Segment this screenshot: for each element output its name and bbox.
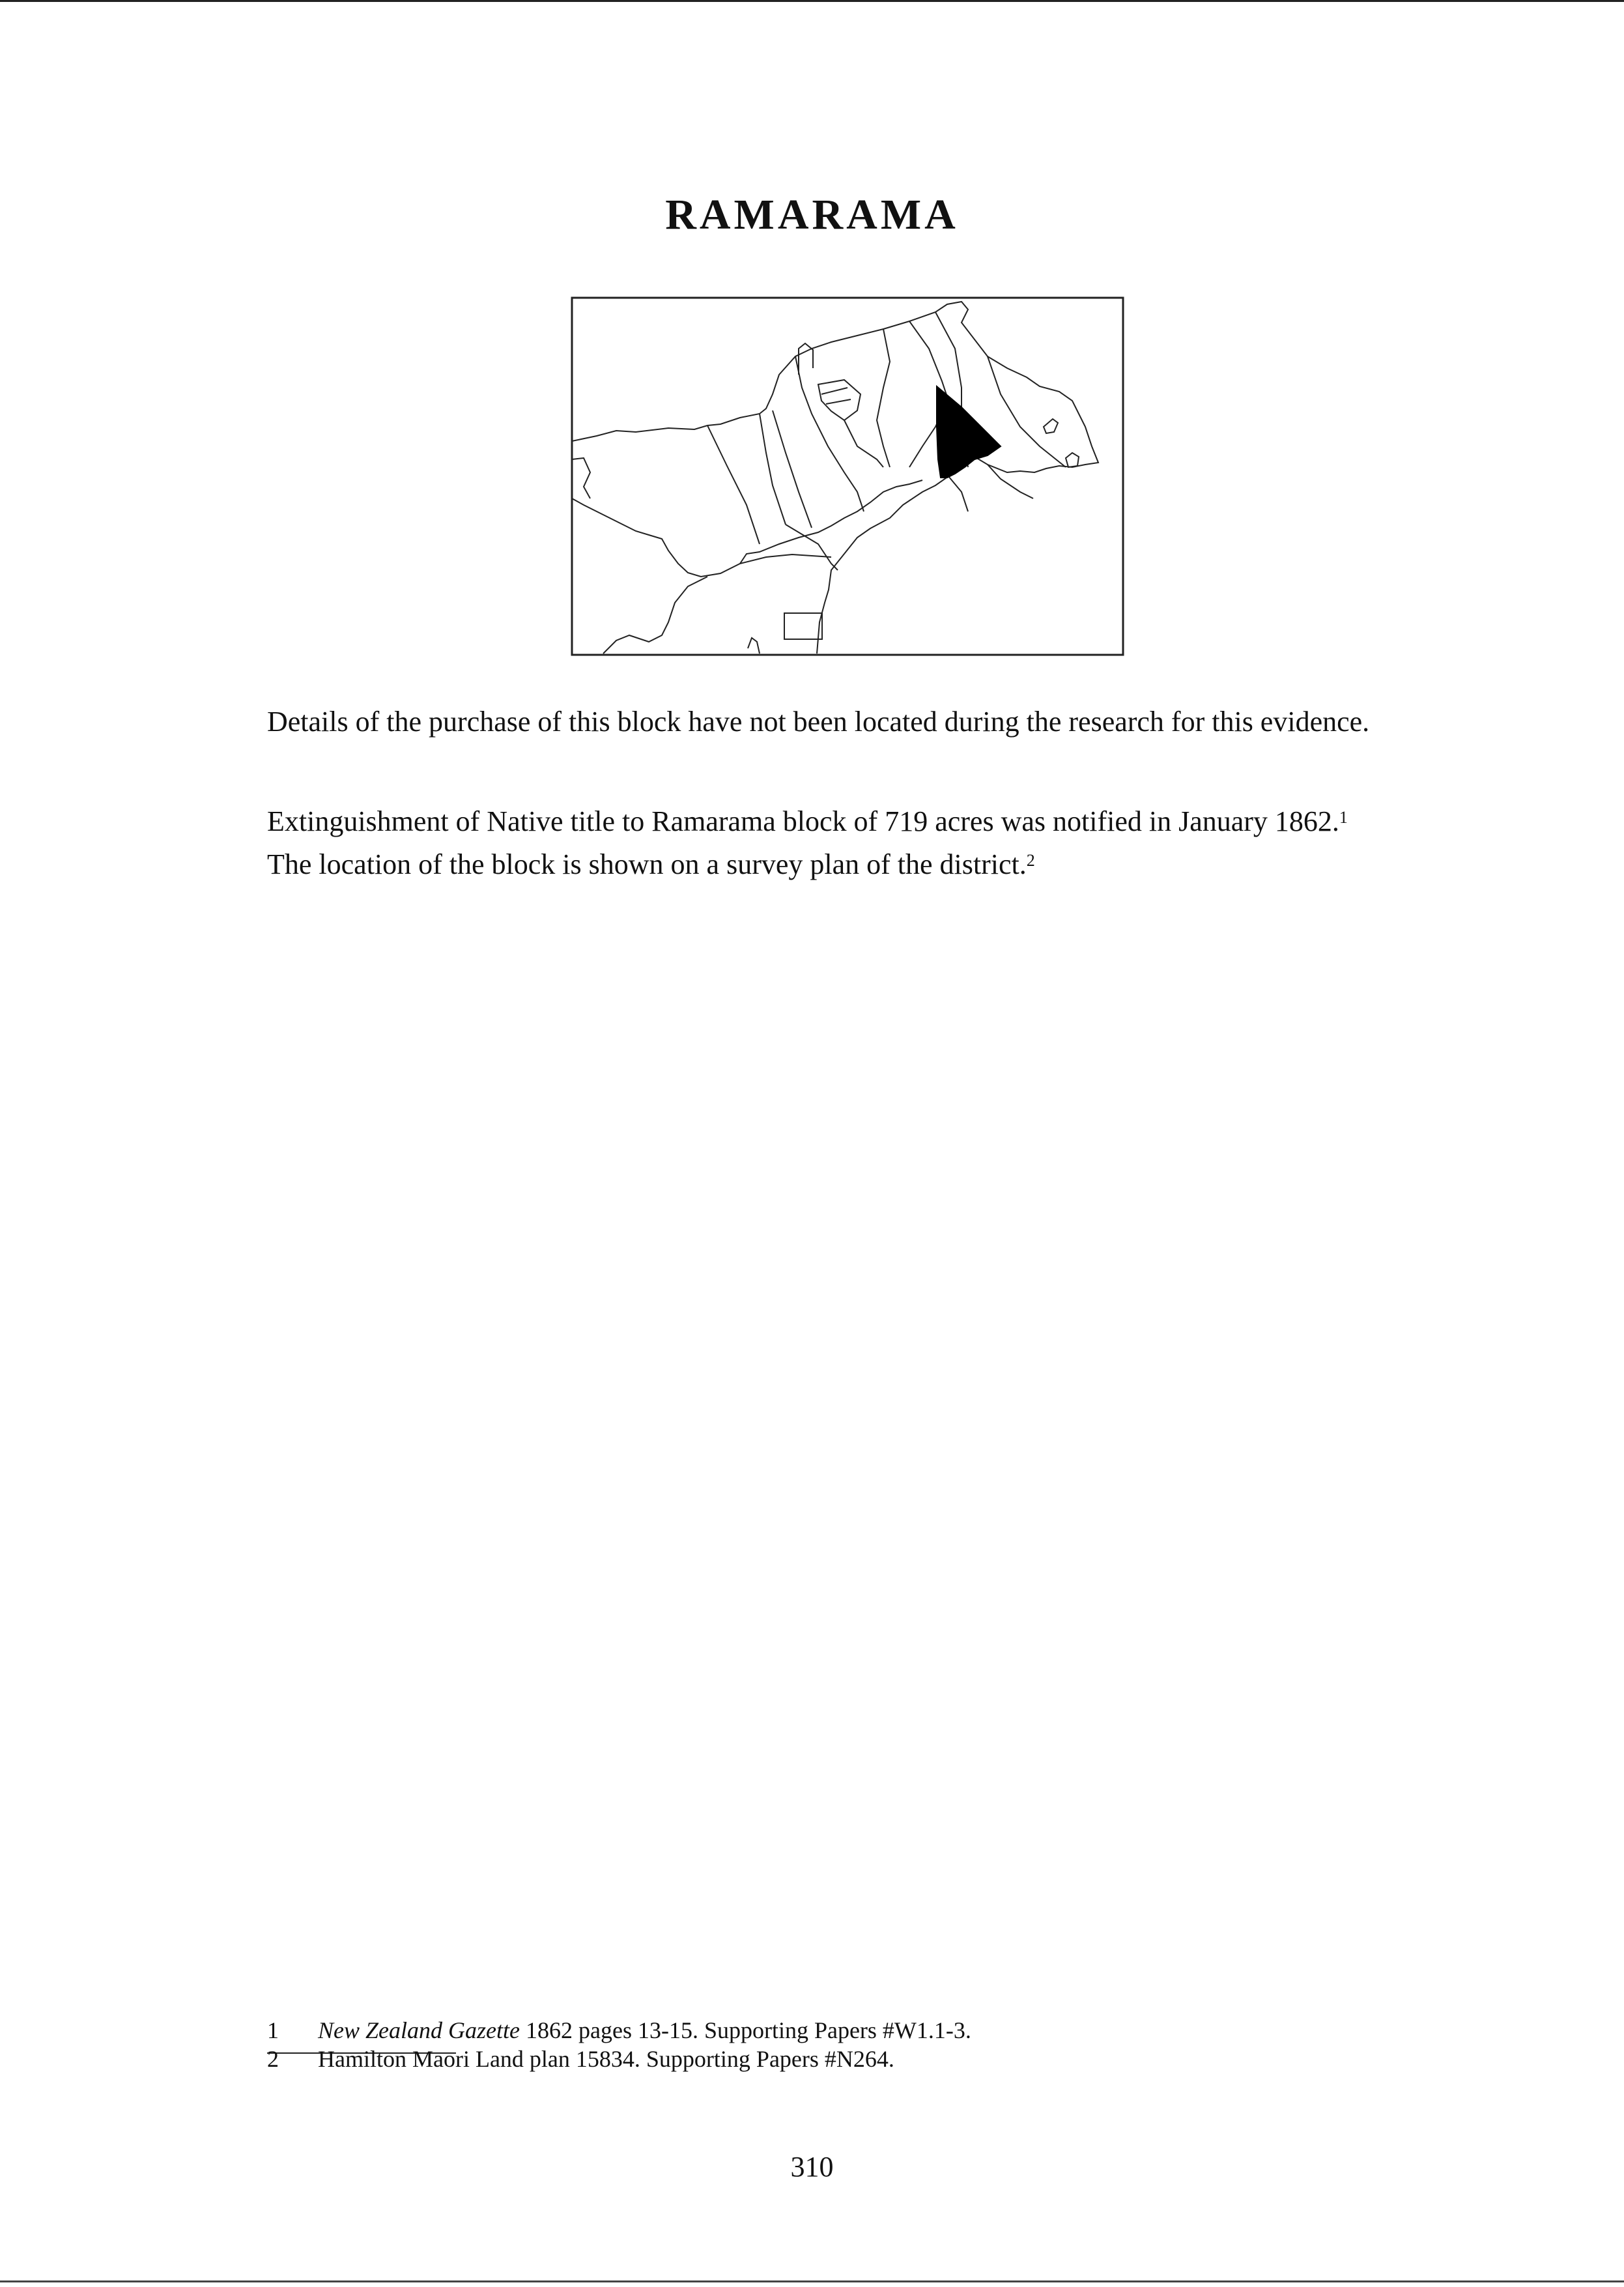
scan-edge-bottom <box>0 2280 1624 2282</box>
footnote-1-italic: New Zealand Gazette <box>318 2017 520 2043</box>
footnote-1-rest: 1862 pages 13-15. Supporting Papers #W1.1-3. <box>519 2017 971 2043</box>
paragraph-1-text: Details of the purchase of this block have not been located during the research for this evidence. <box>267 706 1370 738</box>
page-title: RAMARAMA <box>665 191 959 238</box>
footnote-2-text <box>318 2045 894 2073</box>
scan-edge-top <box>0 0 1624 2</box>
paragraph-2-text: Extinguishment of Native title to Ramarama block of 719 acres was notified in January 1862. <box>267 805 1339 837</box>
page-number: 310 <box>790 2151 834 2183</box>
footnote-ref-1: 1 <box>1339 808 1348 827</box>
paragraph-1 <box>267 700 1440 743</box>
paragraph-2 <box>267 800 1440 886</box>
footnote-1-number: 1 <box>267 2017 279 2043</box>
paragraph-3-text: The location of the block is shown on a survey plan of the district. <box>267 848 1027 880</box>
footnote-2-number: 2 <box>267 2046 279 2072</box>
map-svg <box>571 296 1124 656</box>
location-map <box>571 296 1124 656</box>
footnote-ref-2: 2 <box>1026 851 1035 870</box>
footnote-1-text <box>318 2016 971 2045</box>
footnote-2-rest: Hamilton Maori Land plan 15834. Supporting Papers #N264. <box>318 2046 894 2072</box>
